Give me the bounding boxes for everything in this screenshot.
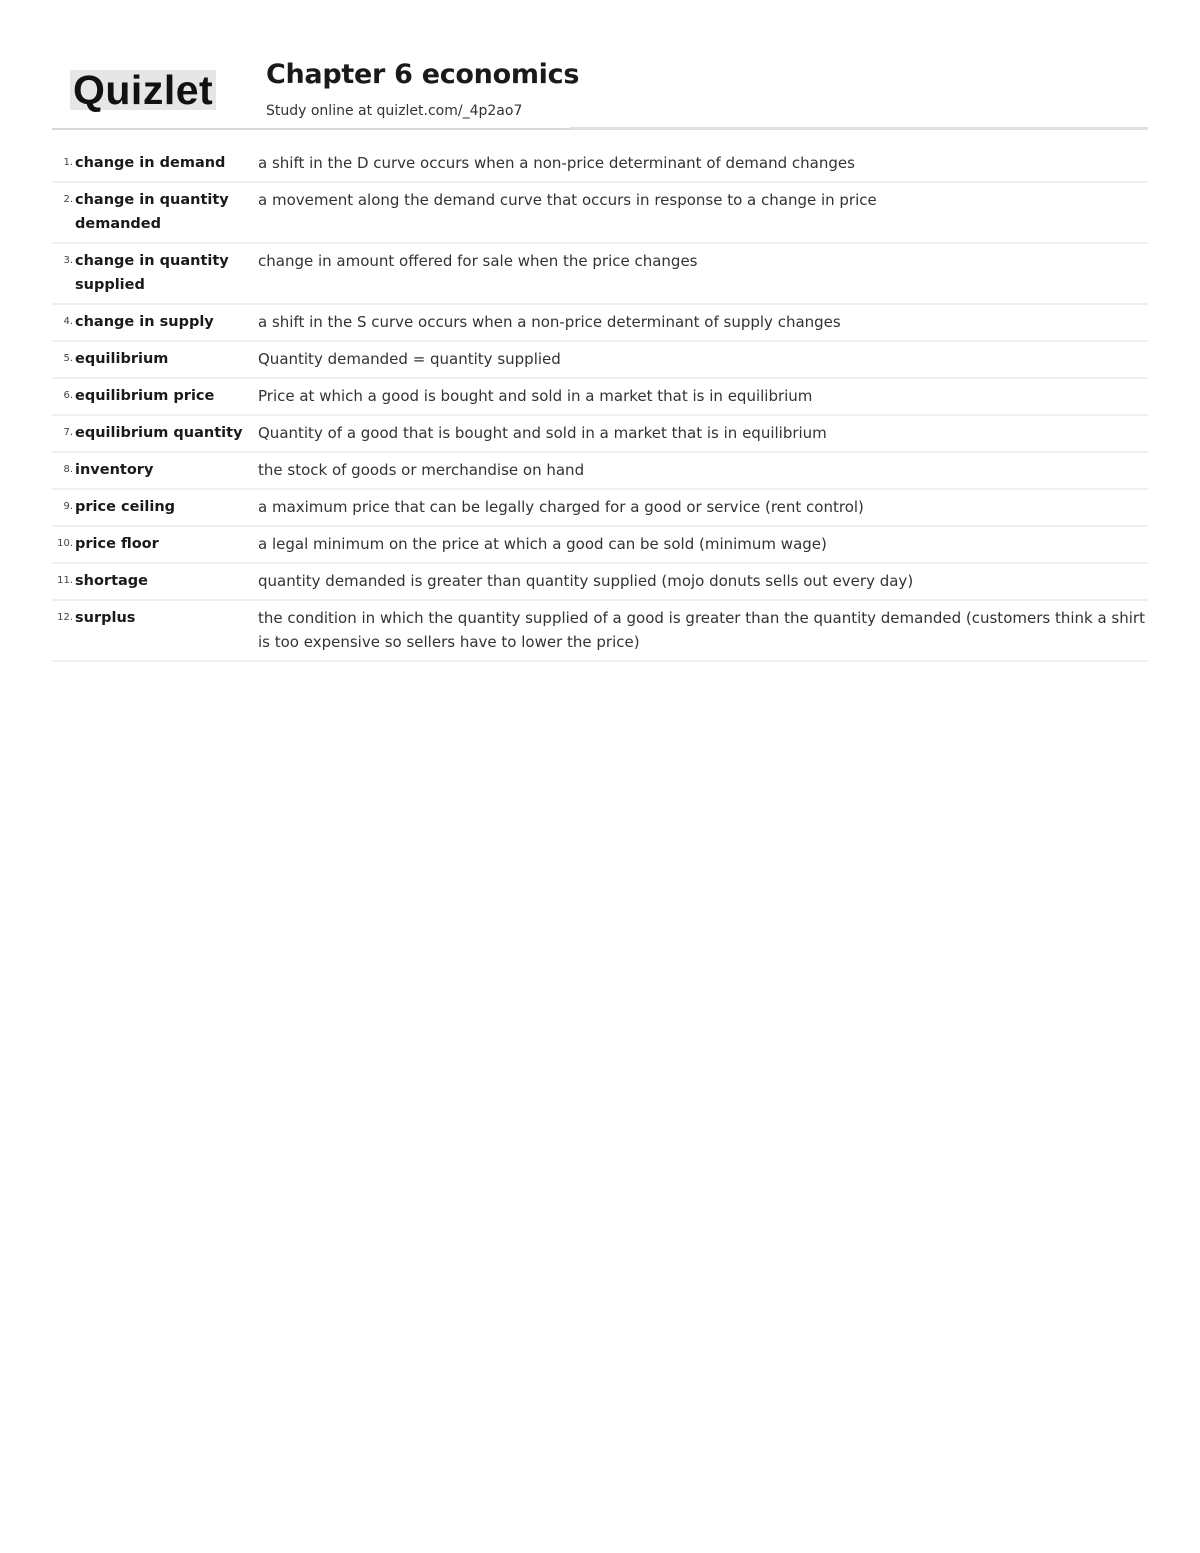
term-definition: a shift in the D curve occurs when a non-price determinant of demand changes [258, 154, 855, 172]
term-definition: the condition in which the quantity supplied of a good is greater than the quantity demanded (customers think a shirt is too expensive so sellers have to lower the price) [258, 609, 1145, 651]
term-definition: a shift in the S curve occurs when a non-price determinant of supply changes [258, 313, 841, 331]
term-word: change in supply [75, 314, 214, 330]
term-word: equilibrium [75, 351, 169, 367]
term-number: 12. [57, 612, 73, 623]
term-row [52, 416, 1148, 453]
term-row [52, 490, 1148, 527]
term-number: 3. [63, 255, 73, 266]
term-definition: Quantity of a good that is bought and sold in a market that is in equilibrium [258, 424, 827, 442]
term-word: inventory [75, 462, 154, 478]
term-word: price ceiling [75, 499, 176, 515]
term-row [52, 601, 1148, 662]
term-definition: change in amount offered for sale when the price changes [258, 252, 698, 270]
term-word: change in demand [75, 155, 226, 171]
term-row [52, 305, 1148, 342]
term-number: 2. [63, 194, 73, 205]
term-word: equilibrium price [75, 388, 215, 404]
term-definition: the stock of goods or merchandise on hand [258, 461, 585, 479]
term-row [52, 244, 1148, 305]
term-definition: quantity demanded is greater than quantity supplied (mojo donuts sells out every day) [258, 572, 914, 590]
term-row [52, 564, 1148, 601]
term-word: change in quantity supplied [75, 253, 229, 293]
term-number: 7. [63, 427, 73, 438]
term-word: equilibrium quantity [75, 425, 243, 441]
term-number: 1. [63, 157, 73, 168]
term-definition: a maximum price that can be legally charged for a good or service (rent control) [258, 498, 864, 516]
page-header [52, 56, 1148, 132]
term-definition: a legal minimum on the price at which a good can be sold (minimum wage) [258, 535, 827, 553]
term-number: 10. [57, 538, 73, 549]
term-row [52, 453, 1148, 490]
term-word: change in quantity demanded [75, 192, 229, 232]
page-title: Chapter 6 economics [266, 59, 580, 90]
term-number: 8. [63, 464, 73, 475]
term-number: 6. [63, 390, 73, 401]
term-word: price floor [75, 536, 159, 552]
term-number: 4. [63, 316, 73, 327]
term-row [52, 146, 1148, 183]
quizlet-logo: Quizlet [70, 70, 216, 110]
term-number: 11. [57, 575, 73, 586]
term-definition: Price at which a good is bought and sold in a market that is in equilibrium [258, 387, 813, 405]
term-row [52, 527, 1148, 564]
term-definition: Quantity demanded = quantity supplied [258, 350, 561, 368]
term-number: 9. [63, 501, 73, 512]
term-list [52, 146, 1148, 662]
term-word: surplus [75, 610, 136, 626]
term-number: 5. [63, 353, 73, 364]
term-row [52, 183, 1148, 244]
term-word: shortage [75, 573, 148, 589]
study-online-link: Study online at quizlet.com/_4p2ao7 [266, 103, 523, 119]
term-row [52, 342, 1148, 379]
header-divider-accent [570, 127, 1148, 130]
term-row [52, 379, 1148, 416]
term-definition: a movement along the demand curve that occurs in response to a change in price [258, 191, 877, 209]
